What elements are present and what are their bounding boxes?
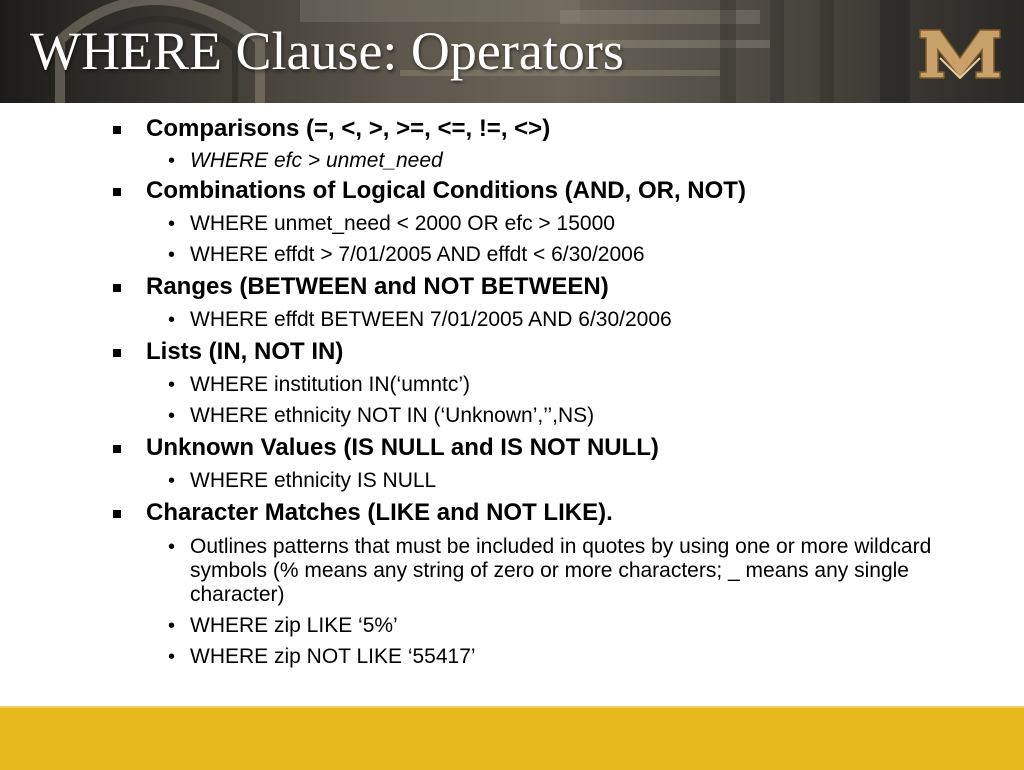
example-line: WHERE unmet_need < 2000 OR efc > 15000 [190, 212, 615, 235]
topic-lists: Lists (IN, NOT IN) [146, 338, 344, 365]
example-line: WHERE zip LIKE ‘5%’ [190, 614, 398, 637]
round-bullet-icon: • [168, 405, 176, 427]
example-line: WHERE zip NOT LIKE ‘55417’ [190, 645, 476, 668]
explanation-text: Outlines patterns that must be included in quotes by using one or more wildcard symbols (% means any string of zero or more characters; _ means any single character) [190, 535, 932, 606]
round-bullet-icon: • [168, 374, 176, 396]
round-bullet-icon: • [168, 536, 176, 558]
round-bullet-icon: • [168, 150, 176, 172]
square-bullet-icon [113, 188, 121, 196]
university-m-logo-icon [918, 28, 1002, 80]
example-line: WHERE institution IN(‘umntc’) [190, 373, 471, 396]
square-bullet-icon [113, 126, 121, 134]
round-bullet-icon: • [168, 646, 176, 668]
round-bullet-icon: • [168, 615, 176, 637]
square-bullet-icon [113, 349, 121, 357]
example-line: WHERE effdt > 7/01/2005 AND effdt < 6/30/2006 [190, 243, 645, 266]
topic-logical-conditions: Combinations of Logical Conditions (AND, OR, NOT) [146, 177, 746, 204]
example-line: WHERE efc > unmet_need [190, 149, 443, 172]
topic-unknown-values: Unknown Values (IS NULL and IS NOT NULL) [146, 434, 659, 461]
square-bullet-icon [113, 445, 121, 453]
example-line: WHERE ethnicity NOT IN (‘Unknown’,’’,NS) [190, 404, 595, 427]
square-bullet-icon [113, 510, 121, 518]
round-bullet-icon: • [168, 309, 176, 331]
round-bullet-icon: • [168, 213, 176, 235]
round-bullet-icon: • [168, 244, 176, 266]
topic-character-matches: Character Matches (LIKE and NOT LIKE). [146, 499, 613, 526]
slide-title: WHERE Clause: Operators [30, 21, 624, 81]
square-bullet-icon [113, 284, 121, 292]
round-bullet-icon: • [168, 470, 176, 492]
topic-ranges: Ranges (BETWEEN and NOT BETWEEN) [146, 273, 609, 300]
example-line: WHERE ethnicity IS NULL [190, 469, 437, 492]
slide-header [0, 0, 1024, 103]
footer-bar [0, 706, 1024, 770]
example-line: WHERE effdt BETWEEN 7/01/2005 AND 6/30/2006 [190, 308, 672, 331]
topic-comparisons: Comparisons (=, <, >, >=, <=, !=, <>) [146, 115, 551, 142]
